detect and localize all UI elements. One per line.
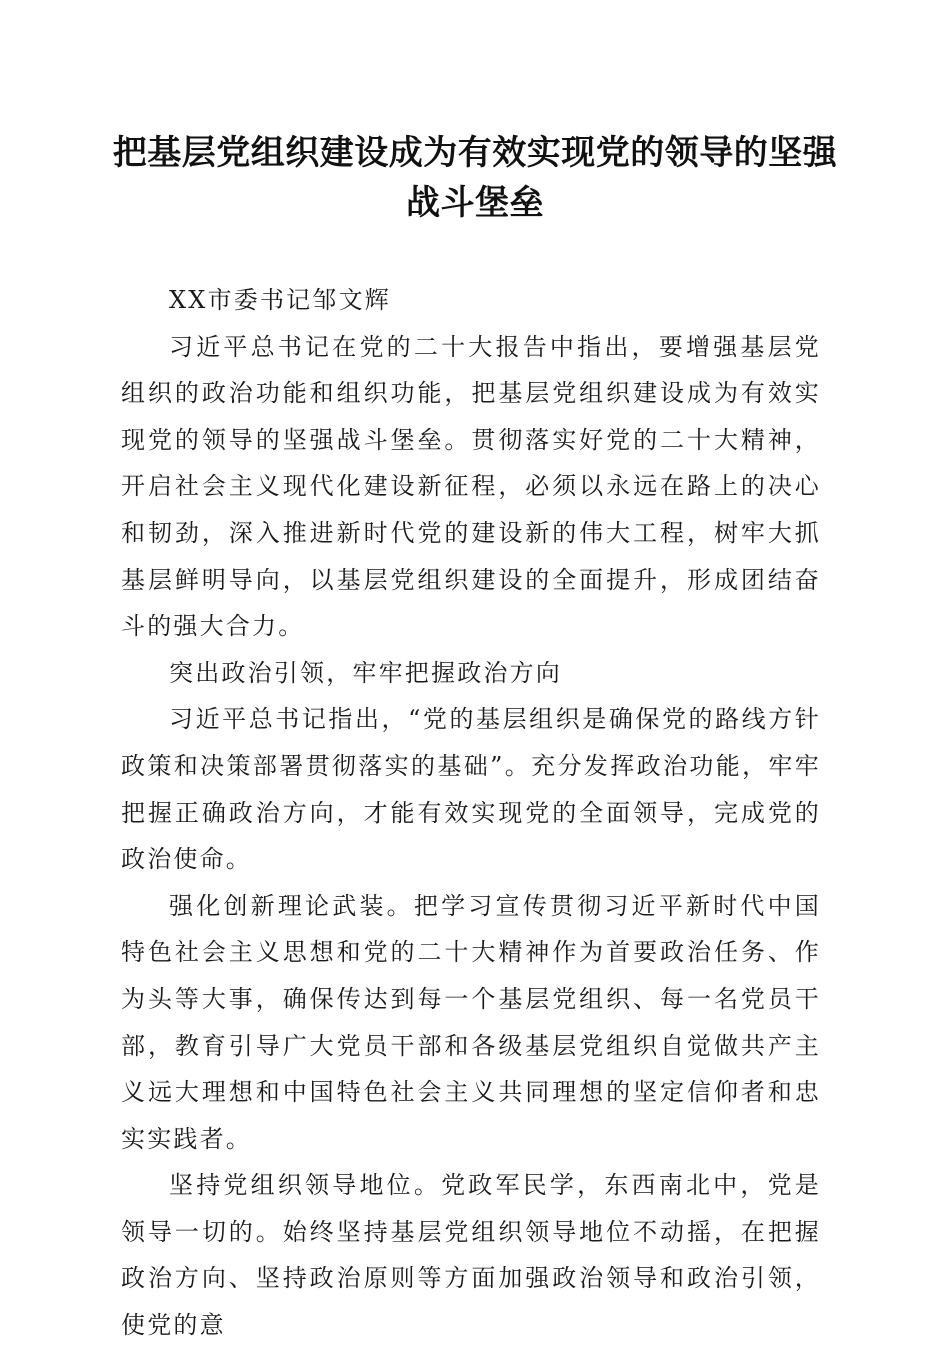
paragraph: 强化创新理论武装。把学习宣传贯彻习近平新时代中国特色社会主义思想和党的二十大精神作为首要政治任务、作为头等大事，确保传达到每一个基层党组织、每一名党员干部，教育引导广大党员干部和各级基层党组织自觉做共产主义远大理想和中国特色社会主义共同理想的坚定信仰者和忠实实践者。 [121, 891, 821, 1153]
paragraph: 坚持党组织领导地位。党政军民学，东西南北中，党是领导一切的。始终坚持基层党组织领导地位不动摇，在把握政治方向、坚持政治原则等方面加强政治领导和政治引领，使党的意 [121, 1171, 821, 1340]
document-body [121, 277, 821, 1349]
paragraph-intro: 习近平总书记在党的二十大报告中指出，要增强基层党组织的政治功能和组织功能，把基层党组织建设成为有效实现党的领导的坚强战斗堡垒。贯彻落实好党的二十大精神，开启社会主义现代化建设新征程，必须以永远在路上的决心和韧劲，深入推进新时代党的建设新的伟大工程，树牢大抓基层鲜明导向，以基层党组织建设的全面提升，形成团结奋斗的强大合力。 [121, 332, 821, 641]
byline: XX市委书记邹文辉 [169, 286, 391, 314]
document-title: 把基层党组织建设成为有效实现党的领导的坚强战斗堡垒 [112, 133, 838, 223]
section-heading: 突出政治引领，牢牢把握政治方向 [169, 658, 562, 687]
paragraph: 习近平总书记指出，“党的基层组织是确保党的路线方针政策和决策部署贯彻落实的基础”。充分发挥政治功能，牢牢把握正确政治方向，才能有效实现党的全面领导，完成党的政治使命。 [121, 705, 821, 874]
